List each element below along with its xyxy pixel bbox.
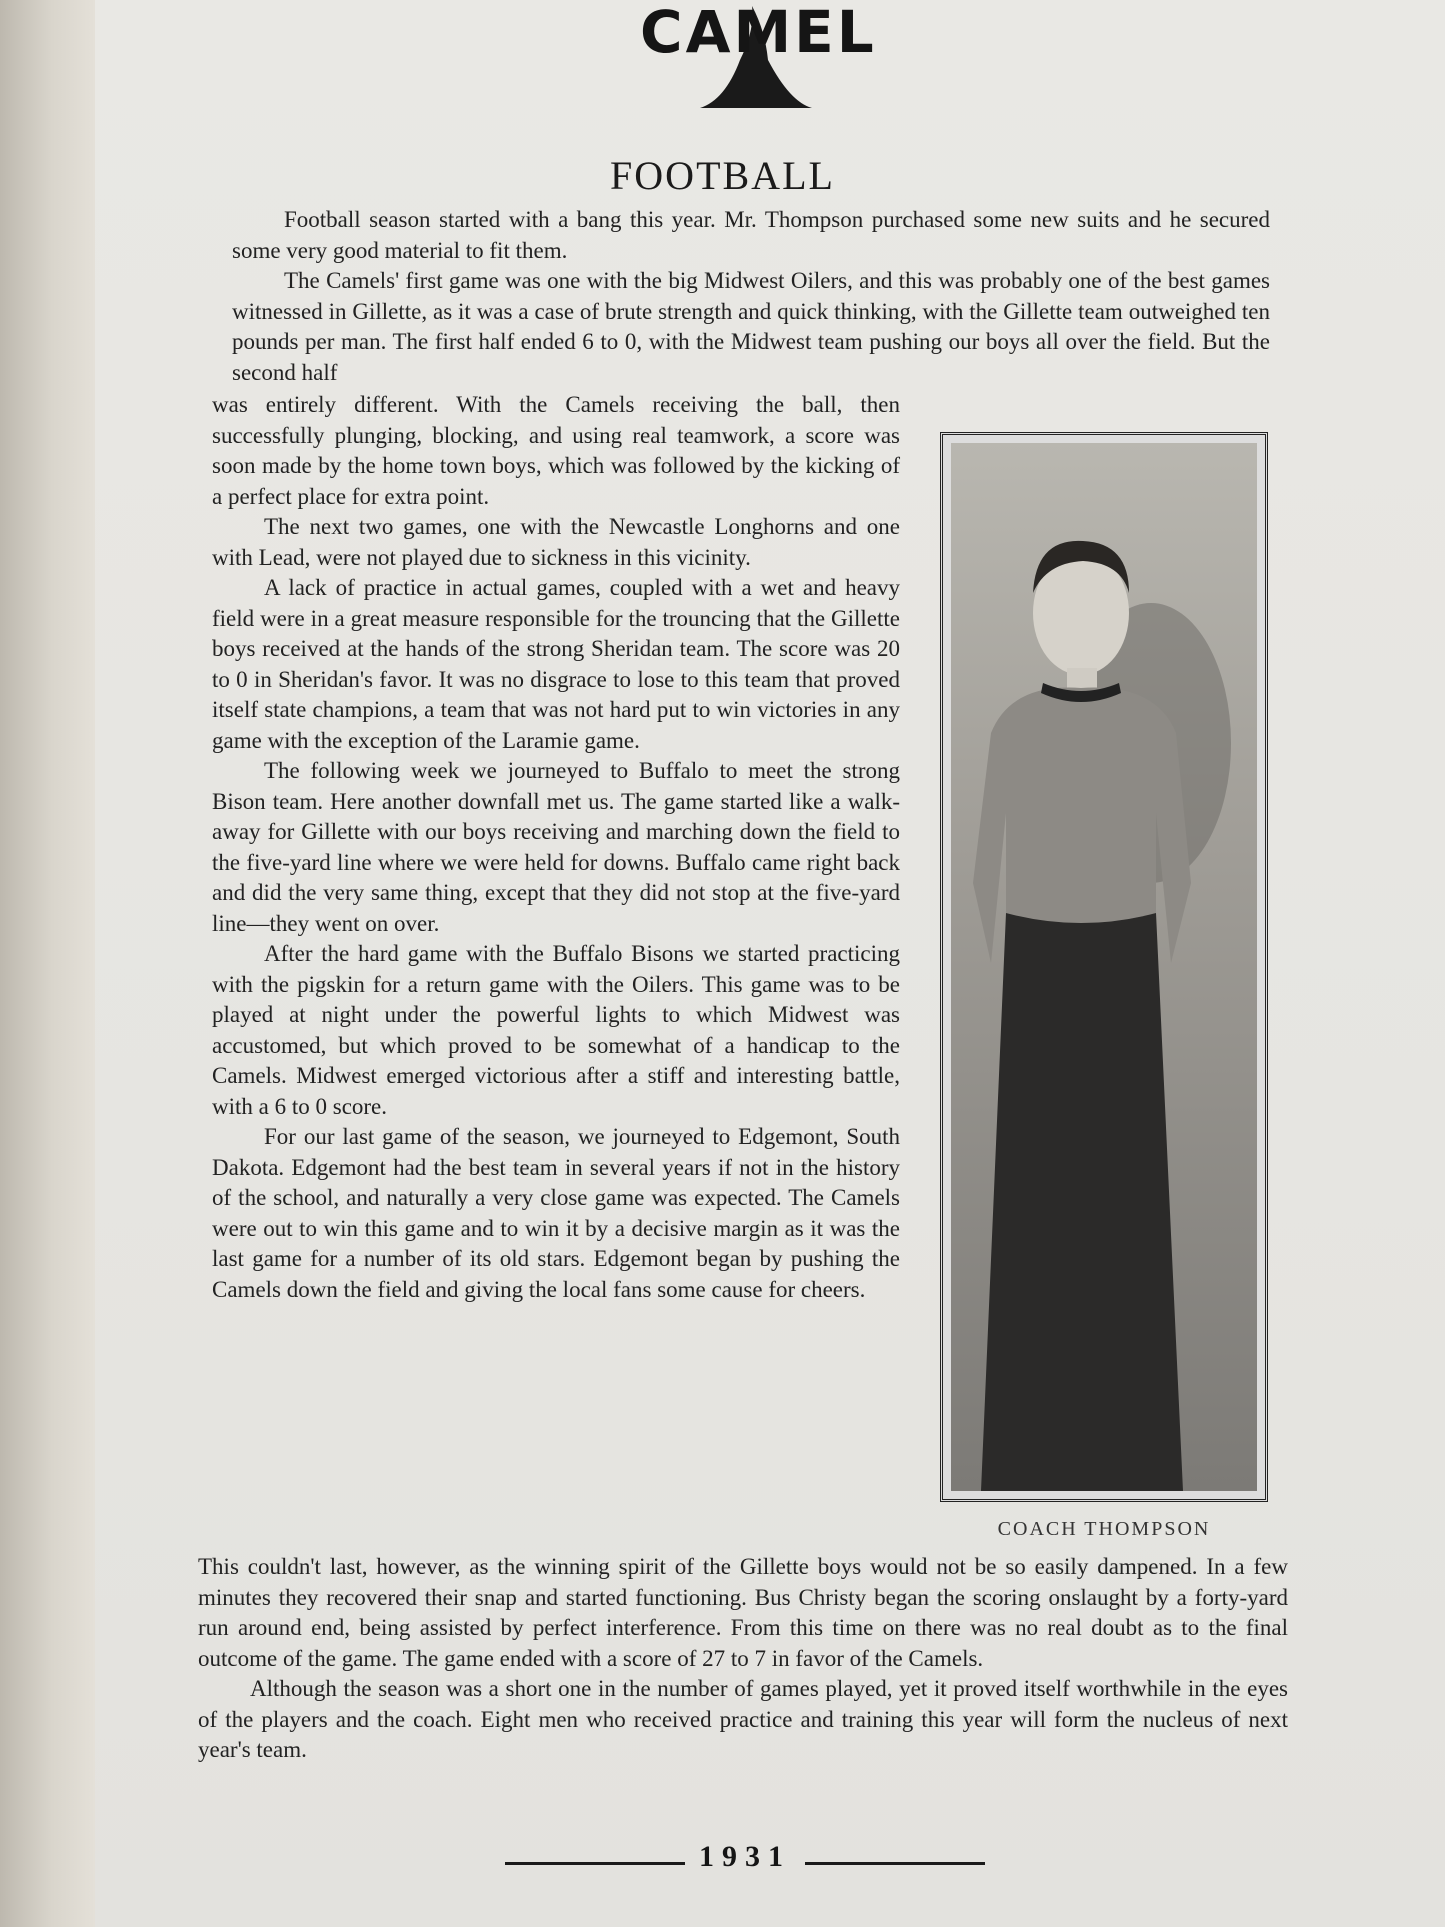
coach-photo: [951, 443, 1257, 1491]
paragraph: A lack of practice in actual games, coupled with a wet and heavy field were in a great measure responsible for the trouncing that the Gillette boys received at the hands of the strong Sheridan team. The score was 20 to 0 in Sheridan's favor. It was no disgrace to lose to this team that proved itself state champions, a team that was not hard put to win victories in any game with the exception of the Laramie game.: [212, 575, 900, 753]
paragraph: The next two games, one with the Newcastle Longhorns and one with Lead, were not played due to sickness in this vicinity.: [212, 514, 900, 570]
paragraph: After the hard game with the Buffalo Bisons we started practicing with the pigskin for a return game with the Oilers. This game was to be played at night under the powerful lights to which Midwest was accustomed, but which proved to be somewhat of a handicap to the Camels. Midwest emerged victorious after a stiff and interesting battle, with a 6 to 0 score.: [212, 941, 900, 1119]
logo-wordmark: CAMEL: [640, 0, 877, 66]
paragraph: For our last game of the season, we journeyed to Edgemont, South Dakota. Edgemont had the best team in several years if not in the history of the school, and naturally a very close game was expected. The Camels were out to win this game and to win it by a decisive margin as it was the last game for a number of its old stars. Edgemont began by pushing the Camels down the field and giving the local fans some cause for cheers.: [212, 1124, 900, 1302]
page-footer: [505, 1840, 985, 1880]
photo-caption: COACH THOMPSON: [997, 1518, 1211, 1540]
paragraph: Football season started with a bang this year. Mr. Thompson purchased some new suits and he secured some very good material to fit them.: [232, 207, 1270, 263]
coach-figure: [951, 443, 1257, 1491]
paragraph: Although the season was a short one in the number of games played, yet it proved itself worthwhile in the eyes of the players and the coach. Eight men who received practice and training this year will form the nucleus of next year's team.: [198, 1676, 1288, 1762]
paragraph: The following week we journeyed to Buffalo to meet the strong Bison team. Here another downfall met us. The game started like a walk-away for Gillette with our boys receiving and marching down the field to the five-yard line where we were held for downs. Buffalo came right back and did the very same thing, except that they did not stop at the five-yard line—they went on over.: [212, 758, 900, 936]
paragraph: This couldn't last, however, as the winning spirit of the Gillette boys would not be so easily dampened. In a few minutes they recovered their snap and started functioning. Bus Christy began the scoring onslaught by a forty-yard run around end, being assisted by perfect interference. From this time on there was no real doubt as to the final outcome of the game. The game ended with a score of 27 to 7 in favor of the Camels.: [198, 1554, 1288, 1671]
footer-year: 1931: [699, 1840, 791, 1873]
article-top: [232, 205, 1270, 388]
footer-rule-right: [805, 1862, 985, 1865]
paragraph: The Camels' first game was one with the big Midwest Oilers, and this was probably one of the best games witnessed in Gillette, as it was a case of brute strength and quick thinking, with the Gillette team outweighed ten pounds per man. The first half ended 6 to 0, with the Midwest team pushing our boys all over the field. But the second half: [232, 268, 1270, 385]
camel-logo: [640, 0, 877, 120]
paragraph: was entirely different. With the Camels receiving the ball, then successfully plunging, blocking, and using real teamwork, a score was soon made by the home town boys, which was followed by the kicking of a perfect place for extra point.: [212, 392, 900, 509]
page-title: FOOTBALL: [610, 153, 835, 198]
coach-photo-frame: [940, 432, 1268, 1502]
book-spine-shadow: [0, 0, 96, 1927]
article-column: [212, 390, 900, 1305]
article-bottom: [198, 1552, 1288, 1766]
